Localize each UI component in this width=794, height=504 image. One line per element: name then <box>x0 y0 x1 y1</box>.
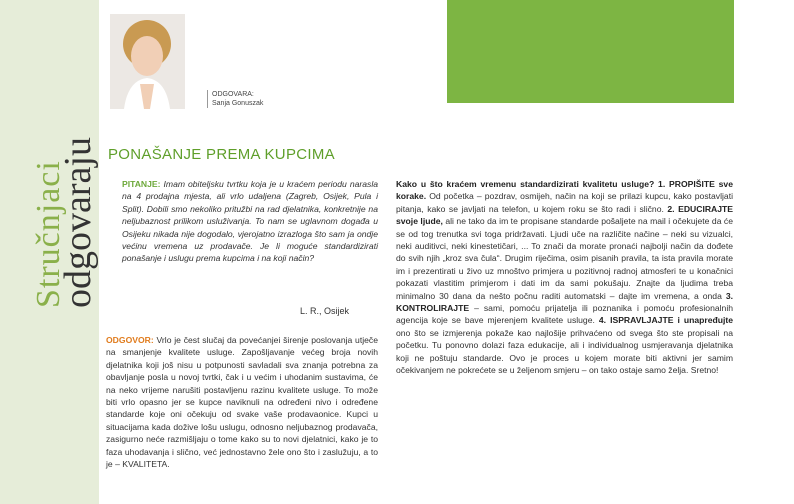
sidebar-panel <box>0 0 99 504</box>
answer-label: ODGOVOR: <box>106 335 154 345</box>
answer-block <box>106 334 378 470</box>
col2-step3: 3. KONTROLIRAJTE <box>396 290 734 314</box>
vertical-section-title <box>30 8 99 308</box>
green-header-box <box>447 0 734 103</box>
col2-p4: ono što se izmjerenja pokaže kao najlošije prihvaćeno od svega što ste propisali na početku. Tu ponovno dolazi faza edukacije, ali i individualnog usmjeravanja djelatnika koji ne poštuju standarde. Ovo je proces u kojem morate biti aktivni jer samim očekivanjem ne pokrećete se u željenom smjeru – on tako ostaje samo želja. Sretno! <box>396 327 733 376</box>
col2-intro: Kako u što kraćem vremenu standardizirati kvalitetu usluge? 1. PROPIŠITE sve korake. <box>396 179 733 202</box>
respondent-credit <box>207 90 263 108</box>
respondent-photo <box>110 14 185 109</box>
col2-p1: Od početka – pozdrav, osmijeh, način na koji se prilazi kupcu, kako postavljati pitanja, kako se javljati na telefon, u kojem roku se što radi i slično. <box>396 191 733 214</box>
question-block <box>122 178 378 265</box>
respondent-label: ODGOVARA: <box>212 91 254 98</box>
section-title-bottom: odgovaraju <box>57 137 99 308</box>
col2-step4: 4. ISPRAVLJAJTE i unapređujte <box>598 315 734 326</box>
right-column-text <box>396 178 733 377</box>
col2-p2: ali ne tako da im te propisane standarde pošaljete na mail i očekujete da će se od tog trenutka svi toga pridržavati. Ljudi uče na različite načine – neki su vizualci, neki auditivci, neki kinestetičari, ... To znači da morate pronaći najbolji način da dođete do svih njih „kroz sva čula“. Drugim riječima, osim pisanih pravila, ta ista pravila morate im i prezentirati u živo uz mnoštvo primjera u pozitivnoj radnoj atmosferi te u konačnici pokazati vlastitim primjerom i dati im da sami pokušaju. Znajte da ljudima treba minimalno 30 dana da nešto počnu raditi automatski – dajte im vremena, a onda <box>396 216 734 301</box>
question-label: PITANJE: <box>122 179 161 189</box>
respondent-name: Sanja Gonuszak <box>212 100 264 107</box>
question-signature: L. R., Osijek <box>300 306 350 316</box>
section-title-top: Stručnjaci <box>30 160 67 308</box>
answer-text: Vrlo je čest slučaj da povećanjei širenje poslovanja utječe na smanjenje kvalitete usluge. Zapošljavanje većeg broja novih djelatnika koji još nisu u potpunosti savladali sva znanja potrebna za obavljanje posla u novoj tvrtki, čak i u većim i uhodanim sustavima, će na neko vrijeme narušiti postavljenu razinu kvalitete usluge. To može biti vrlo opasno jer se kupce naviknuli na određeni nivo i određene standarde koje oni očekuju od svake vaše prodavaonice. Kupci u situacijama kada dožive lošu uslugu, odnosno neljubaznog prodavača, zasigurno neće razmišljaju o tome kako su to novi djelatnici, kako je to faza uhodavanja i slično, već jednostavno žele ono što i zaslužuju, a to je – KVALITETA. <box>106 335 378 470</box>
col2-step2: 2. EDUCIRAJTE svoje ljude, <box>396 203 734 227</box>
article-title: PONAŠANJE PREMA KUPCIMA <box>108 146 335 163</box>
col2-p3: – sami, pomoću prijatelja ili poznanika i pomoću profesionalnih agencija koje se bave mjerenjem kvalitete usluge. <box>396 303 734 326</box>
question-text: Imam obiteljsku tvrtku koja je u kraćem periodu narasla na 4 prodajna mjesta, ali vrlo udaljena (Zagreb, Osijek, Pula i Split). Dobili smo nekoliko pritužbi na rad djelatnika, konkretnije na neljubaznost prilikom usluživanja. To nam se uglavnom događa u Osijeku nikada nije dogodalo, vjerojatno izrazloga što sam ja ondje većinu vremena uz prodavače. Je li moguće standardizirati ponašanje i uslugu prema kupcima i na koji način? <box>122 179 379 264</box>
